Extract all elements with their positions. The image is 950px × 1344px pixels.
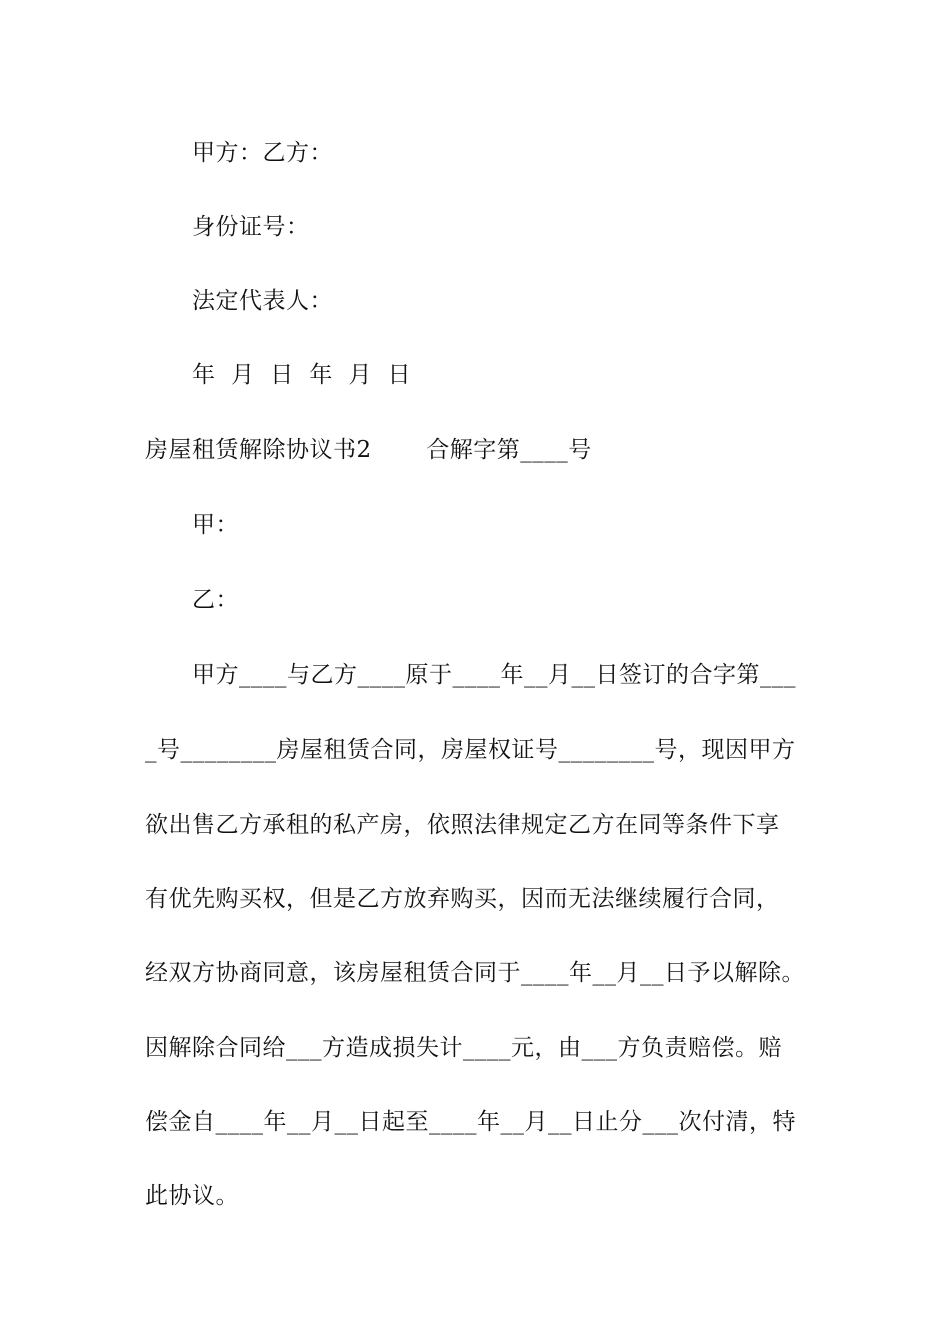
party-b-line: 乙： <box>192 587 239 613</box>
body-paragraph-line: 有优先购买权，但是乙方放弃购买，因而无法继续履行合同， <box>145 886 780 912</box>
party-line: 甲方：乙方： <box>192 140 333 166</box>
body-paragraph-line: _号________房屋租赁合同，房屋权证号________号，现因甲方 <box>145 737 796 763</box>
body-paragraph-line: 偿金自____年__月__日起至____年__月__日止分___次付清，特 <box>145 1109 796 1135</box>
body-paragraph-line: 经双方协商同意，该房屋租赁合同于____年__月__日予以解除。 <box>145 960 805 986</box>
agreement-title: 房屋租赁解除协议书2 合解字第____号 <box>145 437 592 463</box>
body-paragraph-line: 因解除合同给___方造成损失计____元，由___方负责赔偿。赔 <box>145 1035 782 1061</box>
id-number-line: 身份证号： <box>192 214 310 240</box>
body-paragraph-line: 此协议。 <box>145 1183 239 1209</box>
date-line: 年 月 日 年 月 日 <box>192 362 412 388</box>
legal-representative-line: 法定代表人： <box>192 288 333 314</box>
body-paragraph-line: 甲方____与乙方____原于____年__月__日签订的合字第___ <box>192 662 796 688</box>
body-paragraph-line: 欲出售乙方承租的私产房，依照法律规定乙方在同等条件下享 <box>145 812 780 838</box>
party-a-line: 甲： <box>192 512 239 538</box>
